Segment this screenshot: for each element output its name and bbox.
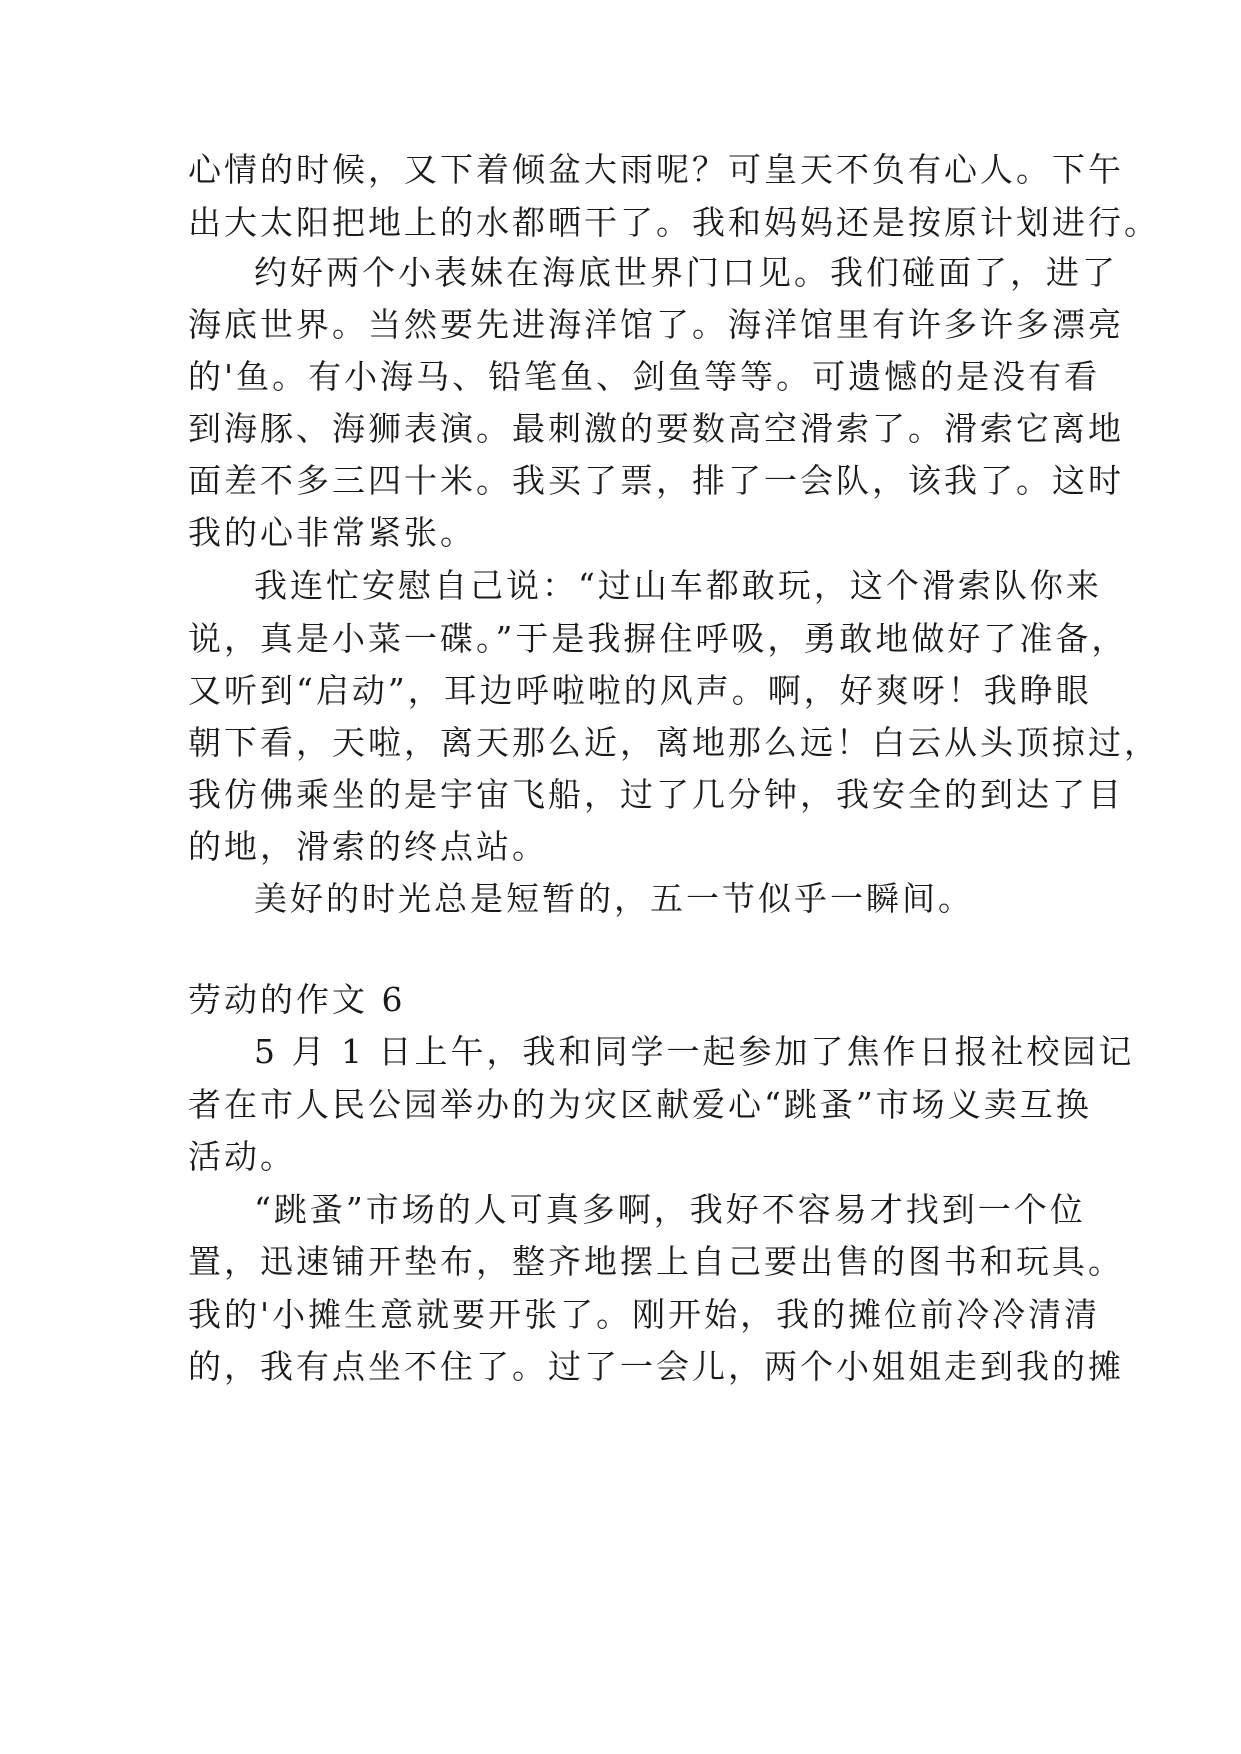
body-line: 我仿佛乘坐的是宇宙飞船，过了几分钟，我安全的到达了目 bbox=[188, 775, 1124, 814]
body-line: 我的'小摊生意就要开张了。刚开始，我的摊位前冷冷清清 bbox=[188, 1295, 1101, 1334]
body-line: 置，迅速铺开垫布，整齐地摆上自己要出售的图书和玩具。 bbox=[188, 1242, 1124, 1281]
paragraph-start-line: 约好两个小表妹在海底世界门口见。我们碰面了，进了 bbox=[254, 253, 1118, 292]
paragraph-start-line: 我连忙安慰自己说：“过山车都敢玩，这个滑索队你来 bbox=[254, 566, 1102, 605]
section-heading: 劳动的作文 6 bbox=[188, 980, 406, 1019]
body-line: 我的心非常紧张。 bbox=[188, 513, 476, 552]
body-line: 面差不多三四十米。我买了票，排了一会队，该我了。这时 bbox=[188, 461, 1124, 500]
body-line: 到海豚、海狮表演。最刺激的要数高空滑索了。滑索它离地 bbox=[188, 409, 1124, 448]
paragraph-start-line: “跳蚤”市场的人可真多啊，我好不容易才找到一个位 bbox=[254, 1190, 1086, 1229]
body-line: 的地，滑索的终点站。 bbox=[188, 827, 548, 866]
body-line: 心情的时候，又下着倾盆大雨呢？可皇天不负有心人。下午 bbox=[188, 150, 1124, 189]
body-line: 又听到“启动”，耳边呼啦啦的风声。啊，好爽呀！我睁眼 bbox=[188, 671, 1092, 710]
body-line: 海底世界。当然要先进海洋馆了。海洋馆里有许多许多漂亮 bbox=[188, 305, 1124, 344]
paragraph-start-line: 美好的时光总是短暂的，五一节似乎一瞬间。 bbox=[254, 879, 974, 918]
body-line: 活动。 bbox=[188, 1137, 296, 1176]
body-line: 说，真是小菜一碟。”于是我摒住呼吸，勇敢地做好了准备， bbox=[188, 619, 1128, 658]
body-line: 出大太阳把地上的水都晒干了。我和妈妈还是按原计划进行。 bbox=[188, 203, 1160, 242]
body-line: 的'鱼。有小海马、铅笔鱼、剑鱼等等。可遗憾的是没有看 bbox=[188, 357, 1101, 396]
body-line: 者在市人民公园举办的为灾区献爱心“跳蚤”市场义卖互换 bbox=[188, 1085, 1092, 1124]
body-line: 的，我有点坐不住了。过了一会儿，两个小姐姐走到我的摊 bbox=[188, 1347, 1124, 1386]
paragraph-start-line: 5 月 1 日上午，我和同学一起参加了焦作日报社校园记 bbox=[254, 1032, 1135, 1071]
body-line: 朝下看，天啦，离天那么近，离地那么远！白云从头顶掠过， bbox=[188, 723, 1160, 762]
